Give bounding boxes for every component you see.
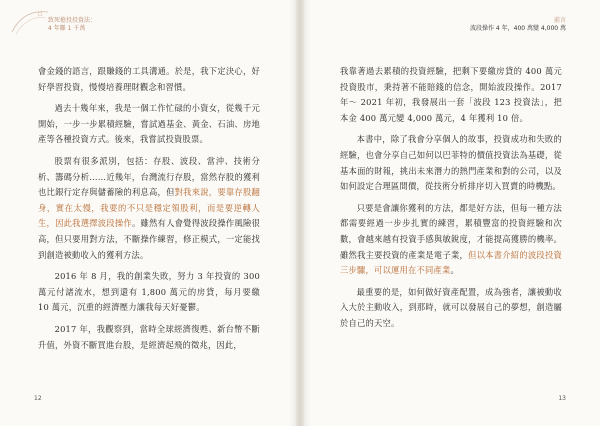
right-page xyxy=(304,0,600,426)
paragraph xyxy=(340,285,562,332)
page-number-right: 13 xyxy=(558,395,566,402)
book-title: 致死搶投投資法： xyxy=(48,17,97,24)
paragraph xyxy=(340,64,562,126)
chapter-subtitle: 波段操作 4 年，400 萬變 4,000 萬 xyxy=(470,25,566,32)
paragraph xyxy=(38,101,260,148)
text-run: 。 xyxy=(450,265,459,276)
left-page xyxy=(0,0,296,426)
paragraph xyxy=(38,154,260,263)
body-text-right xyxy=(340,64,562,338)
book-subtitle: 4 年賺 1 千萬 xyxy=(48,25,86,32)
text-run: 本書中，除了我會分享個人的故事，投資成功和失敗的經驗，也會分享自己如何以巴菲特的價值投資法為基礎，從基本面的財報，挑出未來潛力的熱門產業和對的公司，以及如何設定合理區間價，從技術分析排序切入買賣的時機點。 xyxy=(340,134,562,192)
chapter-title: 前言 xyxy=(553,17,566,24)
paragraph xyxy=(340,132,562,194)
text-run: 過去十幾年來，我是一個工作忙碌的小資女，從幾千元開始，一步一步累積經驗，嘗試過基金、黃金、石油、房地產等各種投資方式。後來，我嘗試投資股票。 xyxy=(38,103,260,145)
ornament-icon xyxy=(10,6,50,36)
paragraph xyxy=(38,269,260,316)
highlighted-text: 但以本書介紹的波段投資三步驟，可以運用在不同產業 xyxy=(340,249,562,276)
text-run: 。雖然有人會覺得波段操作風險很高，但只要用對方法，不斷操作練習，修正模式，一定能找到創造被動收入的獲利方法。 xyxy=(38,218,260,260)
text-run: 2016 年 8 月，我的創業失敗，努力 3 年投資的 300 萬元付諸流水，想到還有 1,800 萬元的房貸，每月要繳 10 萬元，沉重的經濟壓力讓我每天好憂鬱。 xyxy=(38,271,260,313)
text-run: 只要是會讓你獲利的方法，都是好方法，但每一種方法都需要經過一步步扎實的練習，累積豐富的投資經驗和次數，會越來越有投資手感與敏銳度，才能提高獲勝的機率。雖然我主要投資的產業是電子業， xyxy=(340,202,562,260)
paragraph xyxy=(38,64,260,95)
text-run: 會金錢的語言，跟賺錢的工具溝通。於是，我下定決心，好好學習投資，慢慢培養理財觀念和習慣。 xyxy=(38,66,260,92)
running-head-right xyxy=(470,17,566,33)
paragraph xyxy=(38,322,260,353)
body-text-left xyxy=(38,64,260,359)
text-run: 2017 年，我觀察到，當時全球經濟復甦、新台幣不斷升值，外資不斷買進台股，是經濟起飛的徵兆，因此， xyxy=(38,323,260,350)
text-run: 我靠著過去累積的投資經驗，把剩下要繳房貸的 400 萬元投資股市，秉持著不能賠錢的信念，開始波段操作。2017 年～ 2021 年初，我發展出一套「波段 123 投資法」，把本金 400 萬元變 4,000 萬元，4 年獲利 10 倍。 xyxy=(340,66,562,123)
highlighted-text: 對我來說，要靠存股翻身，實在太慢，我要的不只是穩定領股利，而是要逆轉人生，因此我選擇波段操作 xyxy=(38,187,260,229)
running-head-left xyxy=(48,17,96,33)
gutter xyxy=(296,0,304,426)
text-run: 最重要的是，如何做好資產配置，成為強者，讓被動收入大於主動收入，到那時，就可以發展自己的夢想，創造屬於自己的天空。 xyxy=(340,286,562,328)
page-number-left: 12 xyxy=(34,395,42,402)
text-run: 股票有很多派別，包括：存股、波段、當沖、技術分析、籌碼分析……近幾年，台灣流行存股，當然存股的獲利也比銀行定存與儲蓄險的利息高，但 xyxy=(38,155,260,198)
paragraph xyxy=(340,201,562,279)
